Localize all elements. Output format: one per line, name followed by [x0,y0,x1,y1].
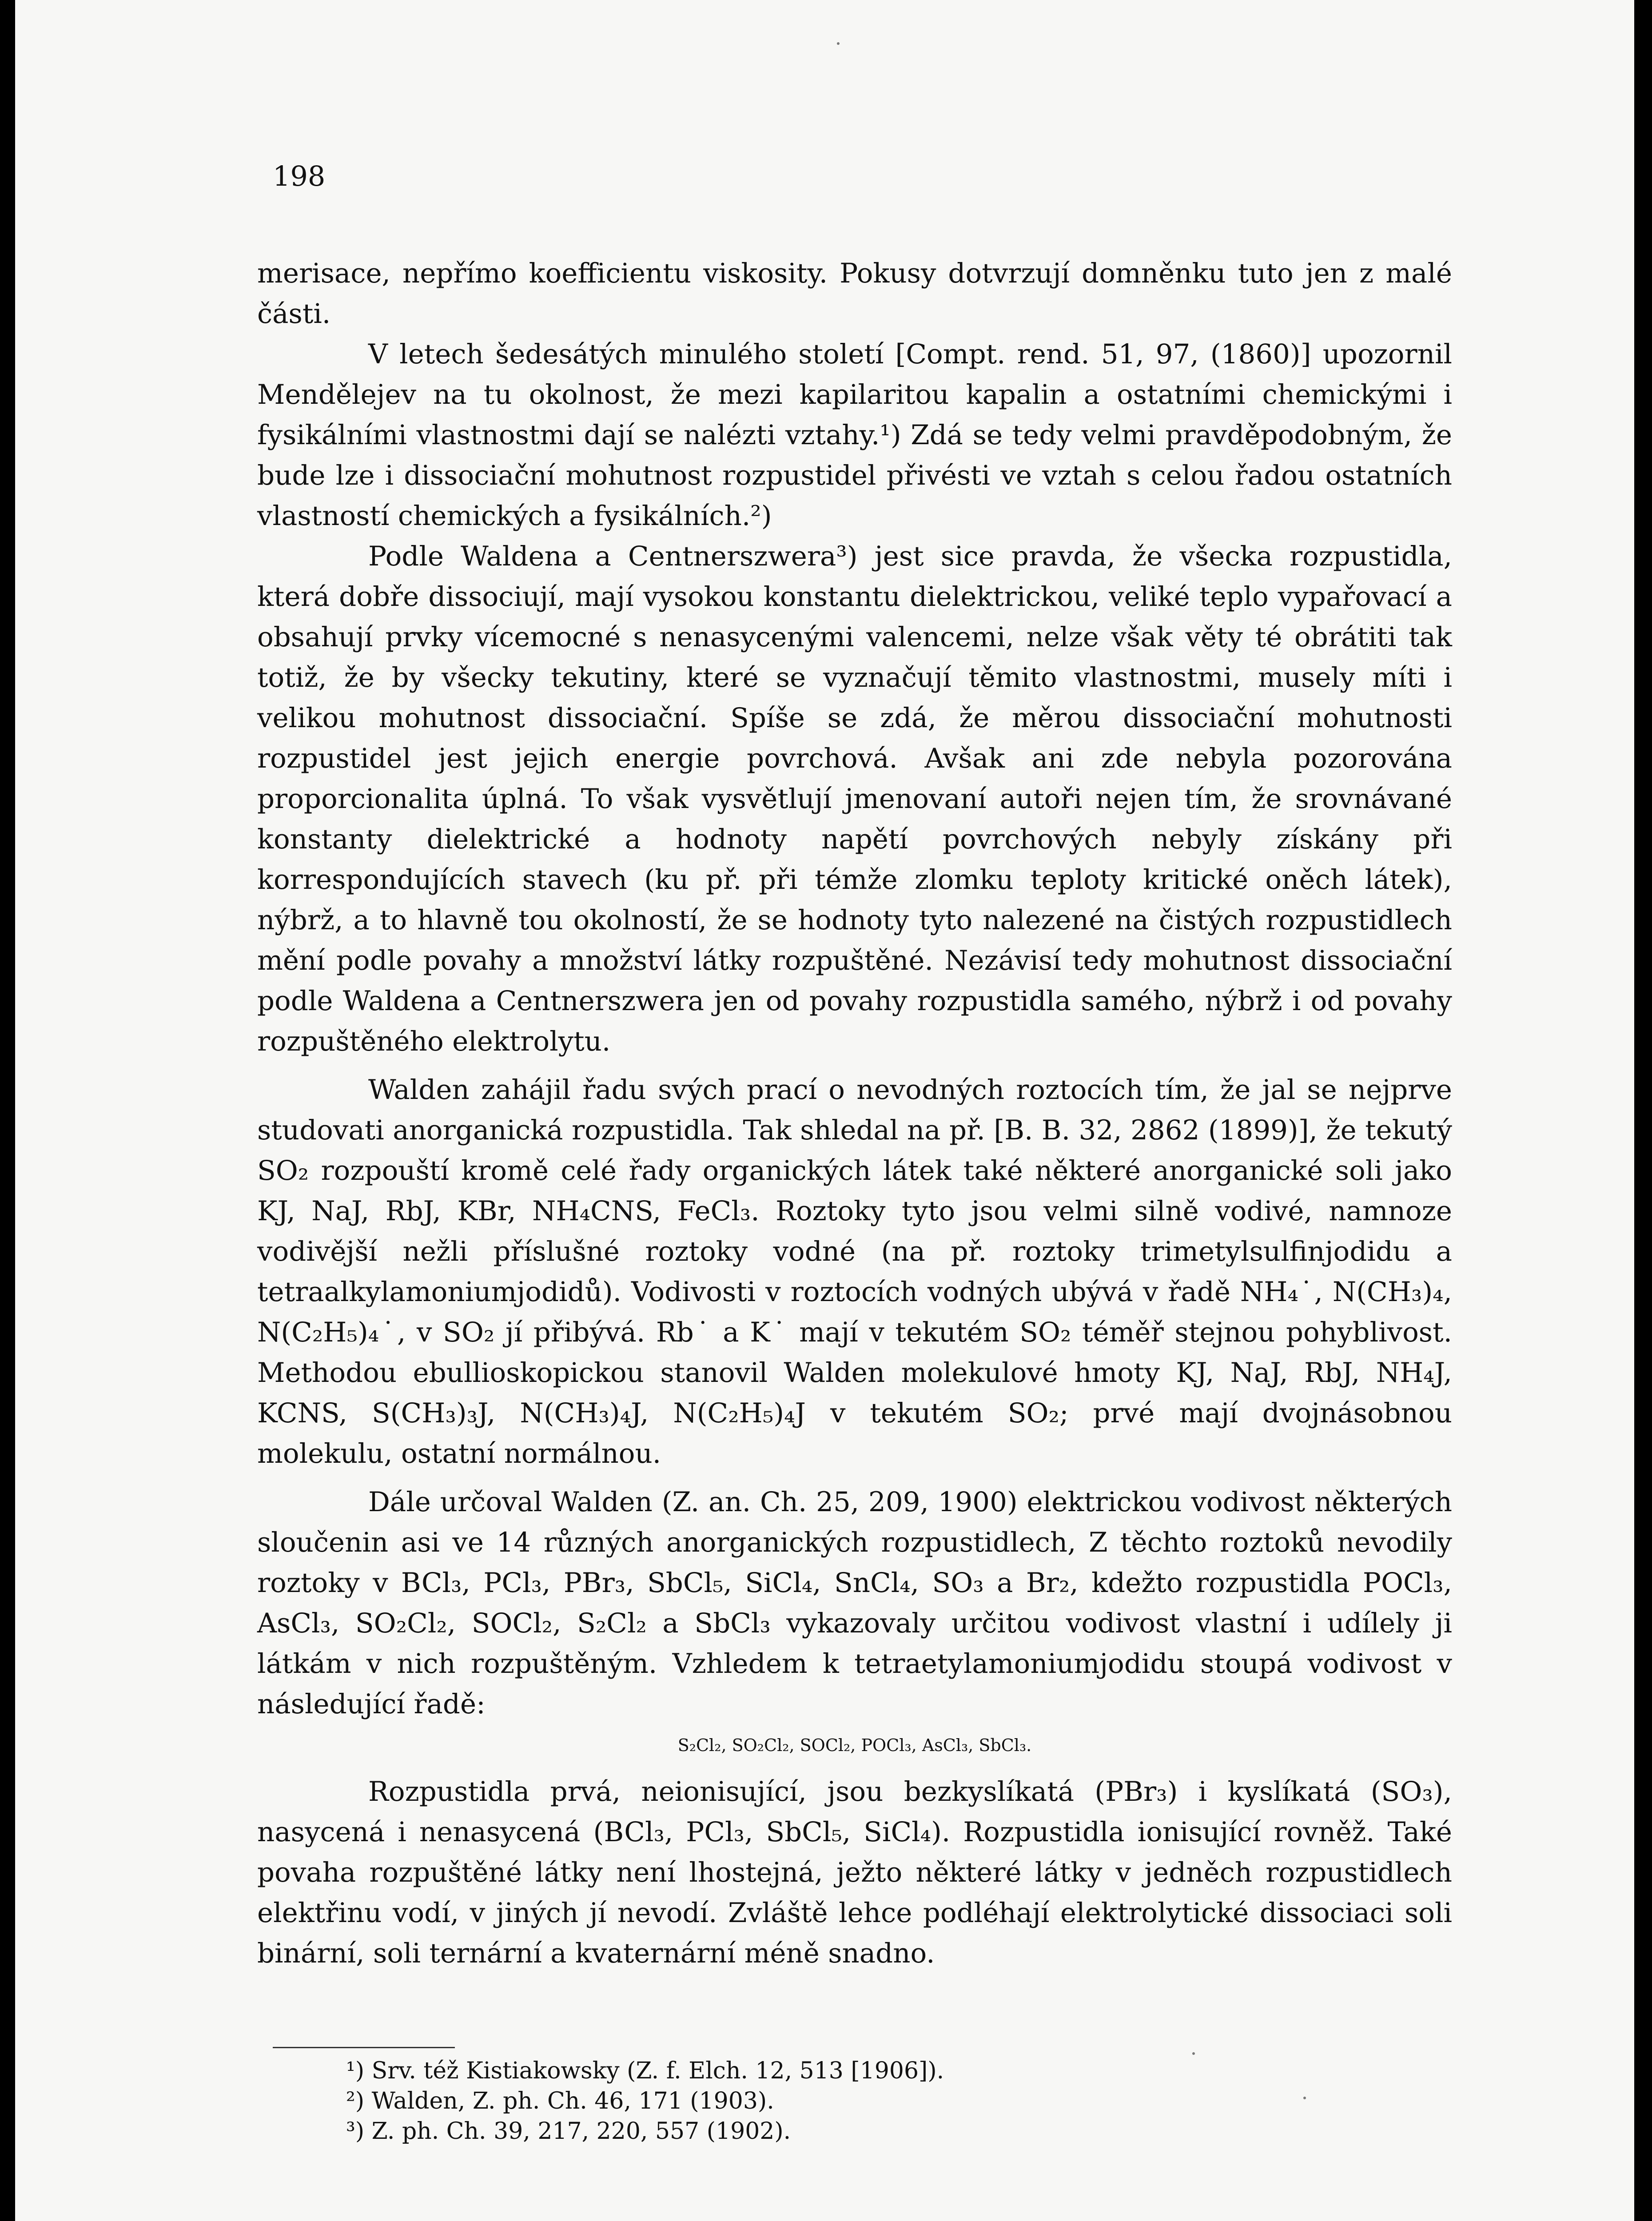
footnote-divider [273,2047,455,2048]
scan-speck [1303,2097,1306,2099]
footnotes [346,2056,944,2146]
footnote-2: ²) Walden, Z. ph. Ch. 46, 171 (1903). [346,2088,774,2114]
paragraph-1: merisace, nepřímo koefficientu viskosity. Pokusy dotvrzují domněnku tuto jen z malé části. [257,258,1452,330]
conductivity-sequence: S₂Cl₂, SO₂Cl₂, SOCl₂, POCl₃, AsCl₃, SbCl₃. [677,1735,1032,1755]
page-number: 198 [273,160,326,192]
scan-border-right [1634,0,1652,2221]
paragraph-5: Dále určoval Walden (Z. an. Ch. 25, 209, 1900) elektrickou vodivost některých sloučenin asi ve 14 různých anorganických rozpustidlech, Z těchto roztoků nevodily roztoky v BCl₃, PCl₃, PBr₃, SbCl₅, SiCl₄, SnCl₄, SO₃ a Br₂, kdežto rozpustidla POCl₃, AsCl₃, SO₂Cl₂, SOCl₂, S₂Cl₂ a SbCl₃ vykazovaly určitou vodivost vlastní i udílely ji látkám v nich rozpuštěným. Vzhledem k tetraetylamoniumjodidu stoupá vodivost v následující řadě: [257,1486,1452,1720]
scan-speck [837,42,840,45]
paragraph-2: V letech šedesátých minulého století [Compt. rend. 51, 97, (1860)] upozornil Mendělejev na tu okolnost, že mezi kapilaritou kapalin a ostatními chemickými i fysikálními vlastnostmi dají se nalézti vztahy.¹) Zdá se tedy velmi pravděpodobným, že bude lze i dissociační mohutnost rozpustidel přivésti ve vztah s celou řadou ostatních vlastností chemických a fysikálních.²) [257,338,1452,532]
footnote-3: ³) Z. ph. Ch. 39, 217, 220, 557 (1902). [346,2118,791,2145]
body-text [257,253,1452,1974]
footnote-1: ¹) Srv. též Kistiakowsky (Z. f. Elch. 12, 513 [1906]). [346,2058,944,2084]
paragraph-6: Rozpustidla prvá, neionisující, jsou bezkyslíkatá (PBr₃) i kyslíkatá (SO₃), nasycená i nenasycená (BCl₃, PCl₃, SbCl₅, SiCl₄). Rozpustidla ionisující rovněž. Také povaha rozpuštěné látky není lhostejná, ježto některé látky v jedněch rozpustidlech elektřinu vodí, v jiných jí nevodí. Zvláště lehce podléhají elektrolytické dissociaci soli binární, soli ternární a kvaternární méně snadno. [257,1776,1452,1969]
paragraph-4: Walden zahájil řadu svých prací o nevodných roztocích tím, že jal se nejprve studovati anorganická rozpustidla. Tak shledal na př. [B. B. 32, 2862 (1899)], že tekutý SO₂ rozpouští kromě celé řady organických látek také některé anorganické soli jako KJ, NaJ, RbJ, KBr, NH₄CNS, FeCl₃. Roztoky tyto jsou velmi silně vodivé, namnoze vodivější nežli příslušné roztoky vodné (na př. roztoky trimetylsulfinjodidu a tetraalkylamoniumjodidů). Vodivosti v roztocích vodných ubývá v řadě NH₄˙, N(CH₃)₄, N(C₂H₅)₄˙, v SO₂ jí přibývá. Rb˙ a K˙ mají v tekutém SO₂ téměř stejnou pohyblivost. Methodou ebullioskopickou stanovil Walden molekulové hmoty KJ, NaJ, RbJ, NH₄J, KCNS, S(CH₃)₃J, N(CH₃)₄J, N(C₂H₅)₄J v tekutém SO₂; prvé mají dvojnásobnou molekulu, ostatní normálnou. [257,1074,1452,1469]
scan-border-left [0,0,15,2221]
paragraph-3: Podle Waldena a Centnerszwera³) jest sice pravda, že všecka rozpustidla, která dobře dissociují, mají vysokou konstantu dielektrickou, veliké teplo vypařovací a obsahují prvky vícemocné s nenasycenými valencemi, nelze však věty té obrátiti tak totiž, že by všecky tekutiny, které se vyznačují těmito vlastnostmi, musely míti i velikou mohutnost dissociační. Spíše se zdá, že měrou dissociační mohutnosti rozpustidel jest jejich energie povrchová. Avšak ani zde nebyla pozorována proporcionalita úplná. To však vysvětlují jmenovaní autoři nejen tím, že srovnávané konstanty dielektrické a hodnoty napětí povrchových nebyly získány při korrespondujících stavech (ku př. při témže zlomku teploty kritické oněch látek), nýbrž, a to hlavně tou okolností, že se hodnoty tyto nalezené na čistých rozpustidlech mění podle povahy a množství látky rozpuštěné. Nezávisí tedy mohutnost dissociační podle Waldena a Centnerszwera jen od povahy rozpustidla samého, nýbrž i od povahy rozpuštěného elektrolytu. [257,541,1452,1057]
page-sheet [15,0,1634,2221]
scan-speck [1192,2052,1195,2055]
